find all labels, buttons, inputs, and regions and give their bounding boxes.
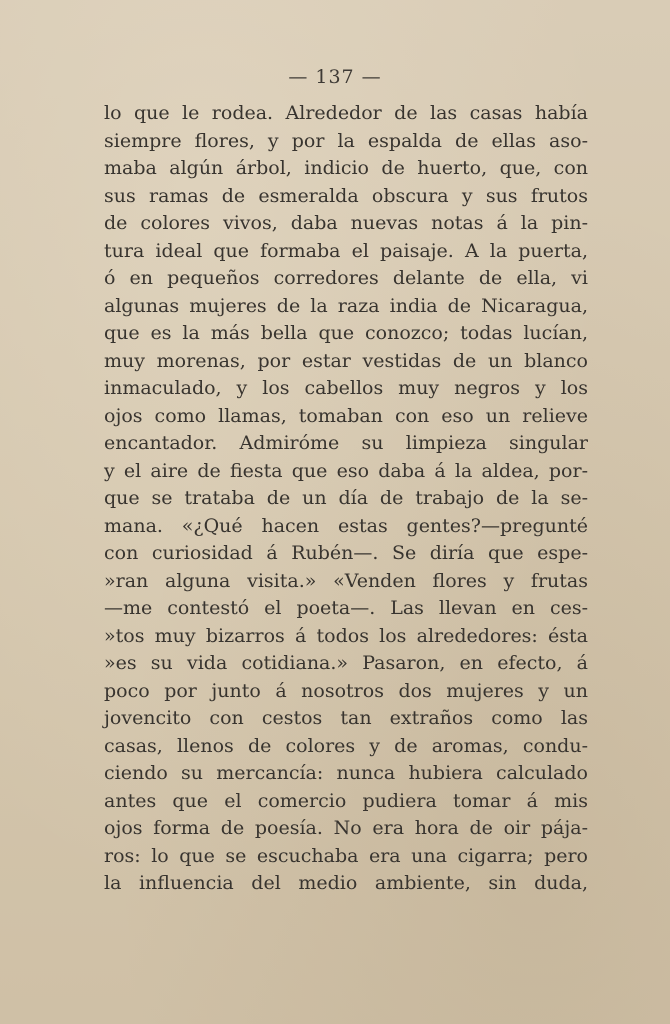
text-line: lo que le rodea. Alrededor de las casas había [104,102,588,124]
text-line: que se trataba de un día de trabajo de la se- [104,487,588,509]
text-line: inmaculado, y los cabellos muy negros y los [104,377,588,399]
text-line: —me contestó el poeta—. Las llevan en ces- [104,597,588,619]
text-line: la influencia del medio ambiente, sin duda, [104,872,588,894]
page-number: — 137 — [288,66,382,88]
text-line: sus ramas de esmeralda obscura y sus frutos [104,184,588,207]
text-line: casas, llenos de colores y de aromas, condu- [104,734,588,757]
body-text [104,100,588,898]
text-line: poco por junto á nosotros dos mujeres y un [104,679,588,702]
text-line: maba algún árbol, indicio de huerto, que, con [104,157,588,179]
text-line: jovencito con cestos tan extraños como las [104,707,588,729]
text-line: con curiosidad á Rubén—. Se diría que espe- [104,542,588,564]
text-line: antes que el comercio pudiera tomar á mis [104,789,588,812]
text-line: ros: lo que se escuchaba era una cigarra; pero [104,844,588,867]
text-line: muy morenas, por estar vestidas de un blanco [104,349,588,372]
text-line: ojos forma de poesía. No era hora de oir pája- [104,817,588,839]
text-line: encantador. Admiróme su limpieza singular [104,432,588,454]
text-line: »tos muy bizarros á todos los alrededores: ésta [104,624,588,647]
text-line: tura ideal que formaba el paisaje. A la puerta, [104,239,588,262]
text-line: algunas mujeres de la raza india de Nicaragua, [104,294,588,317]
text-line: siempre flores, y por la espalda de ellas aso- [104,129,588,152]
text-line: ojos como llamas, tomaban con eso un relieve [104,404,588,427]
text-line: de colores vivos, daba nuevas notas á la pin- [104,212,588,234]
text-line: mana. «¿Qué hacen estas gentes?—pregunté [104,514,588,537]
text-line: que es la más bella que conozco; todas lucían, [104,322,588,344]
text-line: ciendo su mercancía: nunca hubiera calculado [104,762,588,784]
text-line: y el aire de fiesta que eso daba á la aldea, por- [104,459,588,482]
text-line: »es su vida cotidiana.» Pasaron, en efecto, á [104,652,588,674]
text-line: ó en pequeños corredores delante de ella, vi [104,267,588,289]
text-line: »ran alguna visita.» «Venden flores y frutas [104,569,588,592]
